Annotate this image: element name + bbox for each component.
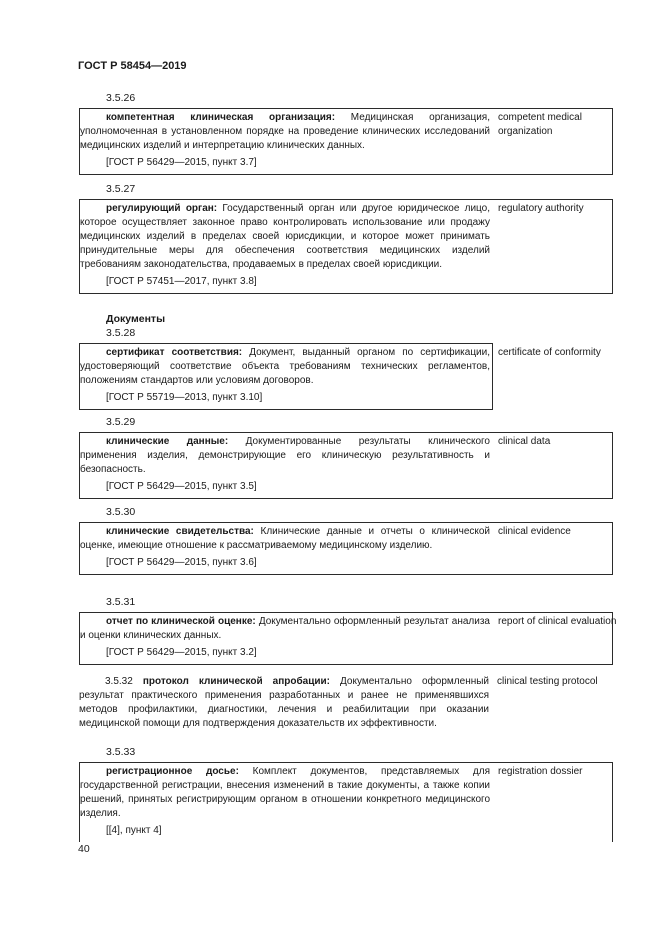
term-reference: [ГОСТ Р 56429—2015, пункт 3.7] [106,157,257,168]
term-entry [79,746,612,842]
term-frame [79,432,613,499]
term-definition: Документ, выданный органом по сертификации, удостоверяющий соответствие объекта требованиям технических регламентов, положениям стандартов или условиям договоров. [80,347,491,386]
term-reference: [ГОСТ Р 57451—2017, пункт 3.8] [106,276,257,287]
term-definition: Документированные результаты клинического применения изделия, демонстрирующие его клиническую результативность и безопасность. [80,436,490,475]
page-number: 40 [78,843,90,855]
term-frame [79,108,613,175]
term-english: clinical evidence [498,526,571,537]
term-definition: Медицинская организация, уполномоченная в установленном порядке на проведение клинических исследований медицинских изделий и интерпретацию клинических данных. [80,112,491,151]
document-header: ГОСТ Р 58454—2019 [78,60,187,72]
term-reference: [ГОСТ Р 56429—2015, пункт 3.5] [106,481,257,492]
term-name: регистрационное досье: [106,766,239,777]
term-number: 3.5.30 [106,506,136,518]
term-name: отчет по клинической оценке: [106,616,256,627]
term-definition: Клинические данные и отчеты о клинической оценке, имеющие отношение к рассматриваемому медицинскому изделию. [80,526,491,551]
term-entry [79,327,612,410]
term-frame [79,199,613,294]
term-reference: [[4], пункт 4] [106,825,162,836]
term-number: 3.5.26 [106,92,136,104]
term-frame [79,762,613,842]
term-body [80,346,490,388]
term-name: компетентная клиническая организация: [106,112,336,123]
term-name: протокол клинической апробации: [142,676,330,687]
term-english: clinical testing protocol [497,676,598,687]
term-entry [79,675,612,731]
term-frame [79,343,601,410]
term-number: 3.5.32 [105,676,133,687]
term-frame [79,675,611,731]
term-body [80,111,490,153]
term-body [80,525,490,553]
term-name: сертификат соответствия: [106,347,243,358]
term-reference: [ГОСТ Р 55719—2013, пункт 3.10] [106,392,263,403]
term-english: registration dossier [498,766,583,777]
term-reference: [ГОСТ Р 56429—2015, пункт 3.6] [106,557,257,568]
term-number: 3.5.33 [106,746,136,758]
term-entry [79,183,612,294]
term-body [80,435,490,477]
term-frame [79,612,617,665]
term-name: клинические данные: [106,436,229,447]
term-entry [79,596,617,665]
term-number: 3.5.27 [106,183,136,195]
term-entry [79,92,612,175]
term-english: clinical data [498,436,551,447]
term-body [80,202,490,272]
term-definition: Комплект документов, представляемых для государственной регистрации, внесения изменений в такие документы, а также копии решений, принятых регистрирующим органом в отношении конкретного медицинского изделия. [80,766,490,819]
term-english: report of clinical evaluation [498,616,617,627]
term-english: certificate of conformity [498,347,601,358]
term-name: регулирующий орган: [106,203,218,214]
term-definition: Документально оформленный результат анализа и оценки клинических данных. [80,616,490,641]
term-number: 3.5.29 [106,416,136,428]
term-number: 3.5.31 [106,596,136,608]
term-body [80,615,490,643]
term-frame [79,522,613,575]
term-body [79,675,489,731]
term-number: 3.5.28 [106,327,136,339]
term-entry [79,506,612,575]
term-english: regulatory authority [498,203,584,214]
term-entry [79,416,612,499]
term-body [80,765,490,821]
term-definition: Государственный орган или другое юридическое лицо, которое осуществляет законное право контролировать использование или продажу медицинских изделий в пределах своей юрисдикции, и которое может принимать принудительные меры для обеспечения соответствия медицинских изделий требованиям законодательства, продаваемых в пределах своей юрисдикции. [80,203,491,270]
section-title: Документы [106,313,166,325]
term-english: competent medical organization [498,112,582,137]
term-reference: [ГОСТ Р 56429—2015, пункт 3.2] [106,647,257,658]
term-name: клинические свидетельства: [106,526,254,537]
term-definition: Документально оформленный результат практического применения разработанных и ранее не применявшихся методов профилактики, диагностики, лечения и реабилитации при оказании медицинской помощи для подтверждения доказательств их эффективности. [79,676,490,729]
